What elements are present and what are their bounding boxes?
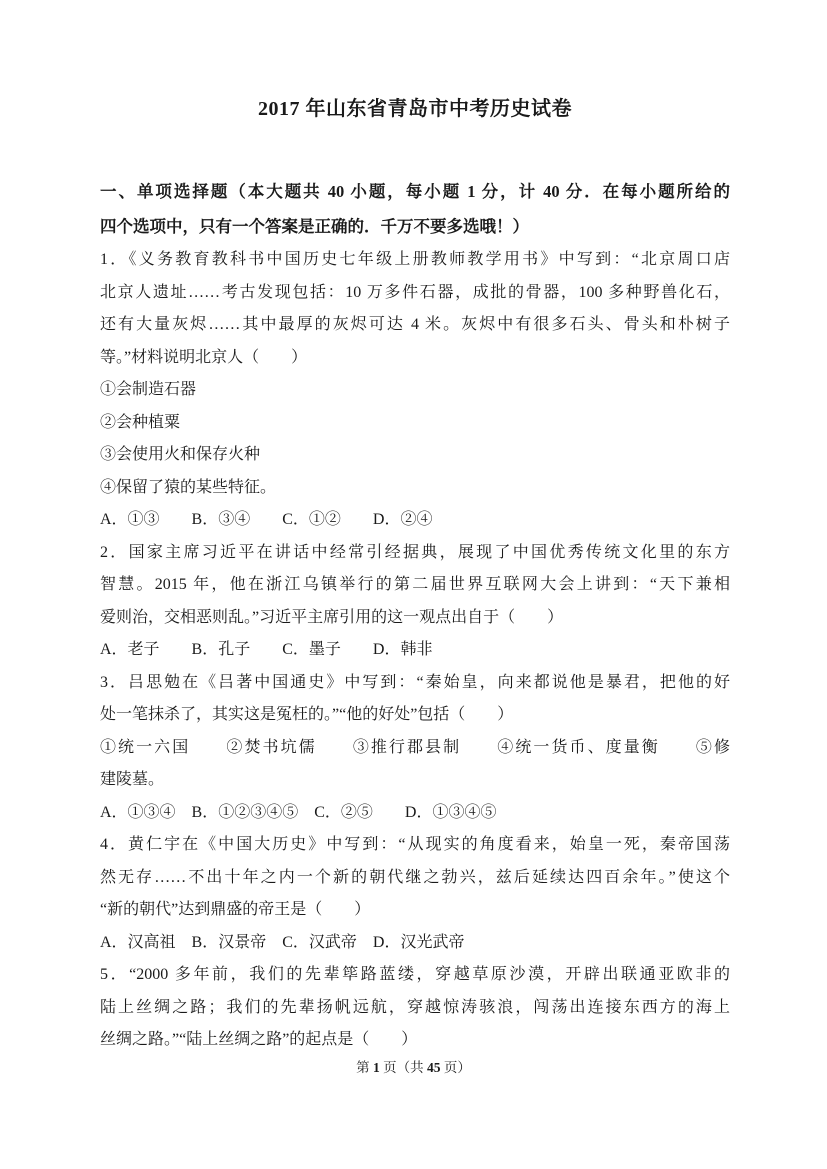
question-2 (100, 537, 730, 667)
page-content (100, 0, 730, 1057)
question-2-stem-line-3: 爱则治，交相恶则乱。”习近平主席引用的这一观点出自于（ ） (100, 608, 564, 626)
question-1-stem-line-3: 还有大量灰烬……其中最厚的灰烬可达 4 米。灰烬中有很多石头、骨头和朴树子 (100, 316, 730, 333)
section-heading (100, 174, 730, 244)
question-5-stem-line-2: 陆上丝绸之路；我们的先辈扬帆远航，穿越惊涛骇浪，闯荡出连接东西方的海上 (100, 998, 730, 1016)
question-5-stem-line-3: 丝绸之路。”“陆上丝绸之路”的起点是（ ） (100, 1031, 418, 1048)
question-3 (100, 667, 730, 830)
question-3-items-line-1: ①统一六国 ②焚书坑儒 ③推行郡县制 ④统一货币、度量衡 ⑤修 (100, 738, 730, 756)
footer-text-pre: 第 (356, 1060, 373, 1075)
question-2-options: A．老子 B．孔子 C．墨子 D．韩非 (100, 641, 433, 658)
section-heading-line-2: 四个选项中，只有一个答案是正确的．千万不要多选哦！） (100, 217, 529, 236)
question-4 (100, 829, 730, 959)
question-1-stem-line-4: 等。”材料说明北京人（ ） (100, 348, 308, 366)
question-3-stem-line-1: 3．吕思勉在《吕著中国通史》中写到：“秦始皇，向来都说他是暴君，把他的好 (100, 673, 730, 691)
footer-total-pages: 45 (427, 1060, 441, 1075)
question-4-stem-line-3: “新的朝代”达到鼎盛的帝王是（ ） (100, 901, 371, 918)
question-3-stem-line-2: 处一笔抹杀了，其实这是冤枉的。”“他的好处”包括（ ） (100, 706, 514, 723)
question-4-stem-line-2: 然无存……不出十年之内一个新的朝代继之勃兴，兹后延续达四百余年。”使这个 (100, 868, 730, 886)
question-1-item-2: ②会种植粟 (100, 413, 181, 431)
footer-page-number: 1 (373, 1060, 380, 1075)
footer-text-mid: 页（共 (379, 1060, 427, 1075)
question-4-stem-line-1: 4．黄仁宇在《中国大历史》中写到：“从现实的角度看来，始皇一死，秦帝国荡 (100, 836, 730, 853)
question-1-stem-line-2: 北京人遗址……考古发现包括：10 万多件石器，成批的骨器，100 多种野兽化石， (100, 283, 730, 301)
question-5 (100, 959, 730, 1057)
question-1-options: A．①③ B．③④ C．①② D．②④ (100, 511, 433, 528)
question-1-item-3: ③会使用火和保存火种 (100, 446, 261, 463)
question-4-options: A．汉高祖 B．汉景帝 C．汉武帝 D．汉光武帝 (100, 933, 465, 951)
question-1-item-1: ①会制造石器 (100, 381, 197, 398)
question-5-stem-line-1: 5．“2000 多年前，我们的先辈筚路蓝缕，穿越草原沙漠，开辟出联通亚欧非的 (100, 966, 730, 983)
question-1-item-4: ④保留了猿的某些特征。 (100, 478, 277, 496)
section-heading-line-1: 一、单项选择题（本大题共 40 小题，每小题 1 分，计 40 分．在每小题所给的 (100, 182, 730, 201)
page-title: 2017 年山东省青岛市中考历史试卷 (258, 98, 572, 120)
question-3-items-line-2: 建陵墓。 (100, 771, 165, 788)
question-1-stem-line-1: 1．《义务教育教科书中国历史七年级上册教师教学用书》中写到：“北京周口店 (100, 251, 730, 268)
question-2-stem-line-2: 智慧。2015 年，他在浙江乌镇举行的第二届世界互联网大会上讲到：“天下兼相 (100, 576, 730, 593)
footer-text-post: 页） (440, 1060, 471, 1075)
question-1 (100, 244, 730, 537)
page-footer (0, 1058, 827, 1078)
question-3-options: A．①③④ B．①②③④⑤ C．②⑤ D．①③④⑤ (100, 803, 497, 821)
question-2-stem-line-1: 2．国家主席习近平在讲话中经常引经据典，展现了中国优秀传统文化里的东方 (100, 543, 730, 561)
